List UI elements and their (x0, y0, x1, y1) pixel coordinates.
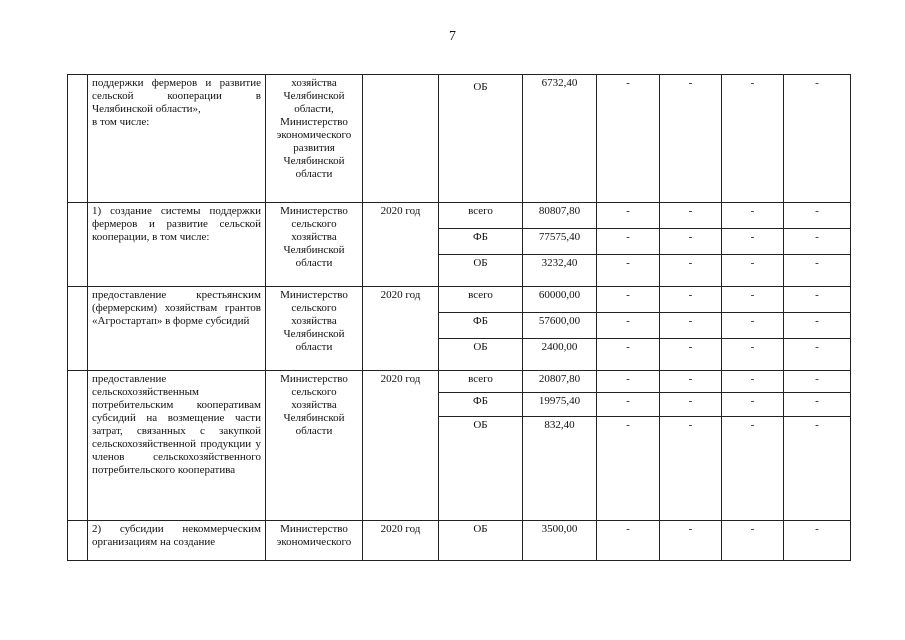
value-cell: - (722, 371, 784, 393)
year-cell: 2020 год (363, 521, 439, 561)
value-cell: - (597, 393, 660, 417)
amount-cell: 80807,80 (523, 203, 597, 229)
description-cell (88, 75, 266, 203)
ministry-cell (266, 371, 363, 521)
source-cell: ОБ (439, 75, 523, 203)
index-cell (68, 371, 88, 521)
source-cell: всего (439, 371, 523, 393)
value-cell: - (722, 393, 784, 417)
value-cell: - (722, 417, 784, 521)
value-cell: - (597, 417, 660, 521)
index-cell (68, 75, 88, 203)
amount-cell: 832,40 (523, 417, 597, 521)
value-cell: - (660, 287, 722, 313)
value-cell: - (660, 339, 722, 371)
value-cell: - (660, 75, 722, 203)
year-cell: 2020 год (363, 371, 439, 521)
value-cell: - (722, 287, 784, 313)
value-cell: - (784, 339, 851, 371)
value-cell: - (597, 229, 660, 255)
amount-cell: 60000,00 (523, 287, 597, 313)
value-cell: - (597, 287, 660, 313)
value-cell: - (784, 371, 851, 393)
amount-cell: 57600,00 (523, 313, 597, 339)
value-cell: - (660, 229, 722, 255)
value-cell: - (597, 313, 660, 339)
table-row (68, 203, 851, 229)
source-cell: ОБ (439, 417, 523, 521)
source-cell: ФБ (439, 313, 523, 339)
value-cell: - (784, 75, 851, 203)
source-cell: ФБ (439, 229, 523, 255)
ministry-text: Министерство экономического (276, 523, 352, 548)
amount-cell: 3232,40 (523, 255, 597, 287)
value-cell: - (660, 417, 722, 521)
description-text: 2) субсидии некоммерческим организациям на создание (92, 523, 261, 548)
value-cell: - (784, 229, 851, 255)
value-cell: - (597, 255, 660, 287)
value-cell: - (722, 339, 784, 371)
description-cell (88, 521, 266, 561)
ministry-cell (266, 203, 363, 287)
value-cell: - (722, 521, 784, 561)
amount-cell: 3500,00 (523, 521, 597, 561)
value-cell: - (784, 255, 851, 287)
source-cell: ОБ (439, 255, 523, 287)
description-text: поддержки фермеров и развитие сельской кооперации в Челябинской области», в том числе: (92, 77, 261, 128)
index-cell (68, 287, 88, 371)
value-cell: - (784, 287, 851, 313)
value-cell: - (597, 371, 660, 393)
amount-cell: 20807,80 (523, 371, 597, 393)
table-row (68, 521, 851, 561)
ministry-cell (266, 521, 363, 561)
amount-cell: 77575,40 (523, 229, 597, 255)
table-row (68, 75, 851, 203)
value-cell: - (660, 313, 722, 339)
ministry-text: Министерство сельского хозяйства Челябинской области (280, 289, 348, 353)
description-text: 1) создание системы поддержки фермеров и развитие сельской кооперации, в том числе: (92, 205, 261, 243)
ministry-text: Министерство сельского хозяйства Челябинской области (280, 373, 348, 437)
value-cell: - (722, 255, 784, 287)
source-cell: ОБ (439, 521, 523, 561)
index-cell (68, 521, 88, 561)
ministry-text: хозяйства Челябинской области, Министерство экономического развития Челябинской области (276, 77, 352, 180)
description-text: предоставление крестьянским (фермерским) хозяйствам грантов «Агростартап» в форме субсидий (92, 289, 261, 327)
source-cell: ФБ (439, 393, 523, 417)
index-cell (68, 203, 88, 287)
value-cell: - (597, 75, 660, 203)
ministry-text: Министерство сельского хозяйства Челябинской области (280, 205, 348, 269)
table-row (68, 371, 851, 393)
amount-cell: 6732,40 (523, 75, 597, 203)
value-cell: - (722, 313, 784, 339)
description-cell (88, 203, 266, 287)
value-cell: - (597, 521, 660, 561)
value-cell: - (784, 313, 851, 339)
source-cell: всего (439, 203, 523, 229)
value-cell: - (660, 255, 722, 287)
value-cell: - (660, 203, 722, 229)
description-text: предоставление сельскохозяйственным потребительским кооперативам субсидий на возмещение части затрат, связанных с закупкой сельскохозяйственной продукции у членов сельскохозяйственного потребительского кооператива (92, 373, 261, 476)
page-number: 7 (449, 29, 456, 44)
amount-cell: 2400,00 (523, 339, 597, 371)
year-cell (363, 75, 439, 203)
value-cell: - (660, 393, 722, 417)
value-cell: - (784, 417, 851, 521)
value-cell: - (722, 229, 784, 255)
value-cell: - (784, 393, 851, 417)
year-cell: 2020 год (363, 287, 439, 371)
value-cell: - (784, 521, 851, 561)
budget-table (67, 74, 851, 561)
source-cell: ОБ (439, 339, 523, 371)
value-cell: - (597, 339, 660, 371)
year-cell: 2020 год (363, 203, 439, 287)
ministry-cell (266, 287, 363, 371)
value-cell: - (597, 203, 660, 229)
table-row (68, 287, 851, 313)
value-cell: - (784, 203, 851, 229)
source-cell: всего (439, 287, 523, 313)
value-cell: - (722, 75, 784, 203)
description-cell (88, 371, 266, 521)
ministry-cell (266, 75, 363, 203)
description-cell (88, 287, 266, 371)
value-cell: - (660, 371, 722, 393)
value-cell: - (722, 203, 784, 229)
value-cell: - (660, 521, 722, 561)
amount-cell: 19975,40 (523, 393, 597, 417)
